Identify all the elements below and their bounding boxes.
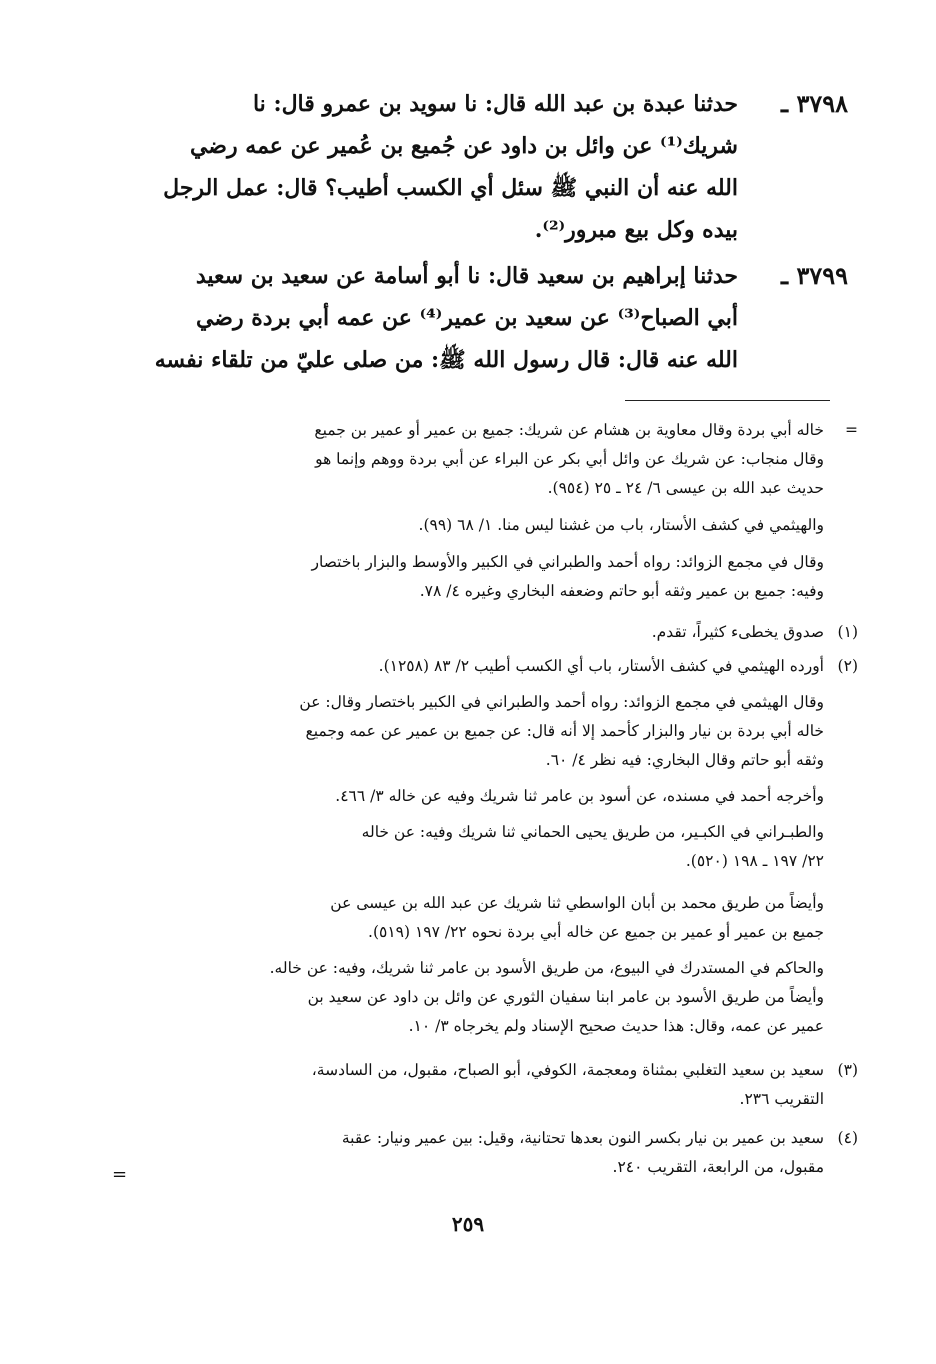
footnote-line: وأخرجه أحمد في مسنده، عن أسود بن عامر ثنا شريك وفيه عن خاله ٣/ ٤٦٦. [335,787,824,805]
footnote-line: والهيثمي في كشف الأستار، باب من غشنا ليس منا. ١/ ٦٨ (٩٩). [418,516,824,534]
footnote-mark: (٤) [837,1129,858,1147]
footnote-line: سعيد بن سعيد التغلبي بمثناة ومعجمة، الكوفي، أبو الصباح، مقبول، من السادسة، [311,1061,824,1079]
hadith-line: حدثنا إبراهيم بن سعيد قال: نا أبو أسامة عن سعيد بن سعيد [195,263,738,289]
footnote-line: صدوق يخطىء كثيراً، تقدم. [651,623,824,641]
footnote-line: وقال الهيثمي في مجمع الزوائد: رواه أحمد والطبراني في الكبير باختصار وقال: عن [299,693,824,711]
hadith-3798 [128,84,848,254]
footnote-line: وفيه: جميع بن عمير وثقه أبو حاتم وضعفه البخاري وغيره ٤/ ٧٨. [419,582,824,600]
continuation-mark: = [112,1164,128,1185]
footnote-line: والطبـراني في الكبـير، من طريق يحيى الحماني ثنا شريك وفيه: عن خاله [361,823,824,841]
footnote-mark: (٢) [837,657,858,675]
footnote-2 [120,652,858,1052]
footnote-mark: = [845,421,858,439]
footnote-line: ٢٢/ ١٩٧ ـ ١٩٨ (٥٢٠). [685,852,824,870]
footnote-line: وأيضاً من طريق الأسود بن عامر ابنا سفيان الثوري عن وائل بن داود عن سعيد بن [307,988,824,1006]
footnote-line: أورده الهيثمي في كشف الأستار، باب أي الكسب أطيب ٢/ ٨٣ (١٢٥٨). [378,657,824,675]
footnote-separator [625,400,830,401]
footnote-line: خاله أبي بردة بن نيار والبزار كأحمد إلا أنه قال: عن جميع بن عمير عن عمه وجميع [305,722,824,740]
footnote-line: وثقه أبو حاتم وقال البخاري: فيه نظر ٤/ ٦٠. [545,751,824,769]
footnote-mark: (١) [837,623,858,641]
hadith-line: الله عنه قال: قال رسول الله ﷺ: من صلى عليّ من تلقاء نفسه [154,347,738,373]
footnote-line: عمير عن عمه، وقال: هذا حديث صحيح الإسناد ولم يخرجاه ٣/ ١٠. [408,1017,824,1035]
footnote-line: حديث عبد الله بن عيسى ٦/ ٢٤ ـ ٢٥ (٩٥٤). [547,479,824,497]
footnote-line: سعيد بن عمير بن نيار بكسر النون بعدها تحتانية، وقيل: بين عمير ونيار: عقبة [341,1129,824,1147]
footnote-1 [120,618,858,648]
hadith-line: شريك⁽¹⁾ عن وائل بن داود عن جُميع بن عُمير عن عمه رضي [189,133,738,159]
footnote-line: جميع بن عمير أو عمير بن جميع عن خاله أبي بردة نحوه ٢٢/ ١٩٧ (٥١٩). [368,923,824,941]
hadith-line: أبي الصباح⁽³⁾ عن سعيد بن عمير⁽⁴⁾ عن عمه أبي بردة رضي [195,305,738,331]
hadith-number: ٣٧٩٩ ـ [781,261,848,290]
footnote-line: مقبول، من الرابعة، التقريب ٢٤٠. [612,1158,824,1176]
footnote-line: والحاكم في المستدرك في البيوع، من طريق الأسود بن عامر ثنا شريك، وفيه: عن خاله. [269,959,824,977]
footnote-mark: (٣) [837,1061,858,1079]
footnote-line: وأيضاً من طريق محمد بن أبان الواسطي ثنا شريك عن عبد الله بن عيسى عن [330,894,824,912]
footnote-line: التقريب ٢٣٦. [739,1090,824,1108]
hadith-line: حدثنا عبدة بن عبد الله قال: نا سويد بن عمرو قال: نا [252,91,738,117]
hadith-line: بيده وكل بيع مبرور⁽²⁾. [534,217,738,243]
hadith-number: ٣٧٩٨ ـ [781,89,848,118]
hadith-3799 [128,256,848,386]
hadith-line: الله عنه أن النبي ﷺ سئل أي الكسب أطيب؟ قال: عمل الرجل [163,175,738,201]
footnote-line: خاله أبي بردة وقال معاوية بن هشام عن شريك: جميع بن عمير أو عمير بن جميع [314,421,824,439]
footnote-4 [120,1124,858,1184]
footnote-line: وقال منجاب: عن شريك عن وائل أبي بكر عن البراء عن أبي بردة ووهم وإنما هو [315,450,824,468]
footnote-3 [120,1056,858,1116]
footnote-continued [120,416,858,616]
footnote-line: وقال في مجمع الزوائد: رواه أحمد والطبراني في الكبير والأوسط والبزار باختصار [311,553,824,571]
page-number: ٢٥٩ [451,1212,485,1236]
